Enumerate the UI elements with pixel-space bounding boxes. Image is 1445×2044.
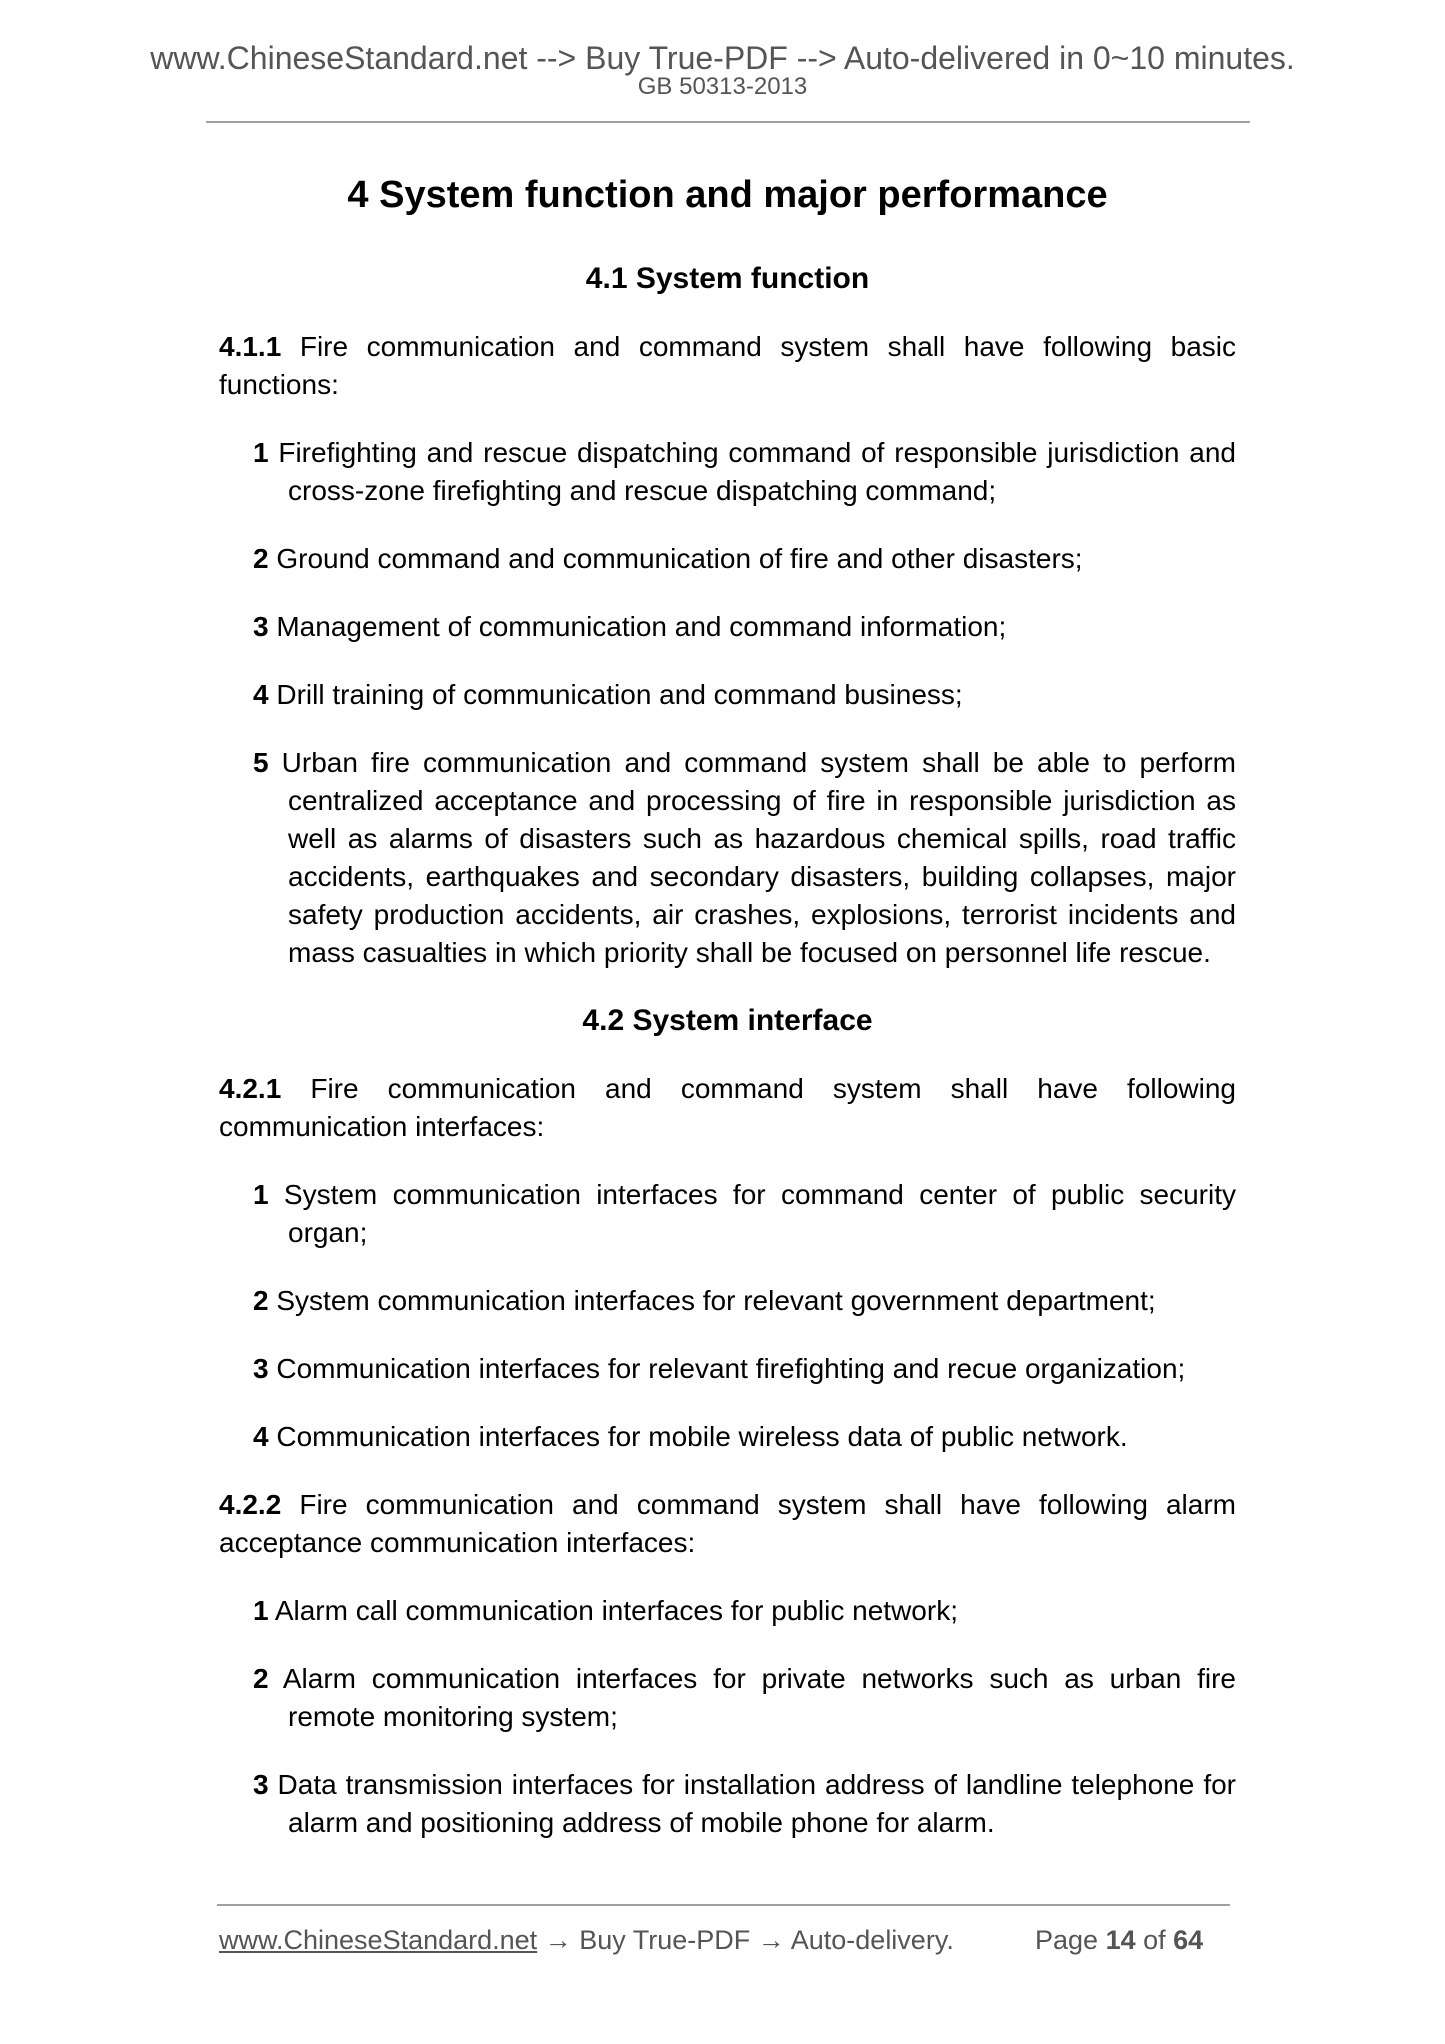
header-divider bbox=[206, 121, 1250, 123]
list-item: 5 Urban fire communication and command system shall be able to perform centralized acceptance and processing of fire in responsible jurisdiction as well as alarms of disasters such as hazardous chemical spills, road traffic accidents, earthquakes and secondary disasters, building collapses, major safety production accidents, air crashes, explosions, terrorist incidents and mass casualties in which priority shall be focused on personnel life rescue. bbox=[253, 747, 1236, 968]
list-item: 2 Ground command and communication of fire and other disasters; bbox=[253, 543, 1083, 574]
section-heading-4-2: 4.2 System interface bbox=[582, 1004, 873, 1037]
chapter-title: 4 System function and major performance bbox=[347, 174, 1108, 216]
section-heading-4-1: 4.1 System function bbox=[585, 262, 870, 295]
list-item: 3 Management of communication and command information; bbox=[253, 611, 1007, 642]
header-banner: www.ChineseStandard.net --> Buy True-PDF --> Auto-delivered in 0~10 minutes. bbox=[150, 40, 1295, 76]
list-item: 1 Alarm call communication interfaces for public network; bbox=[253, 1595, 958, 1626]
footer-link[interactable]: www.ChineseStandard.net bbox=[219, 1925, 538, 1955]
list-item: 1 System communication interfaces for command center of public security organ; bbox=[253, 1179, 1236, 1248]
list-item: 3 Data transmission interfaces for installation address of landline telephone for alarm and positioning address of mobile phone for alarm. bbox=[253, 1769, 1236, 1838]
footer-divider bbox=[217, 1904, 1230, 1906]
page-number: Page 14 of 64 bbox=[1035, 1925, 1204, 1955]
clause-4-2-1: 4.2.1 Fire communication and command system shall have following communication interfaces: bbox=[219, 1073, 1236, 1142]
clause-4-2-2: 4.2.2 Fire communication and command system shall have following alarm acceptance communication interfaces: bbox=[219, 1489, 1236, 1558]
list-item: 2 System communication interfaces for relevant government department; bbox=[253, 1285, 1156, 1316]
list-item: 3 Communication interfaces for relevant firefighting and recue organization; bbox=[253, 1353, 1186, 1384]
list-item: 1 Firefighting and rescue dispatching command of responsible jurisdiction and cross-zone firefighting and rescue dispatching command; bbox=[253, 437, 1236, 506]
list-item: 4 Drill training of communication and command business; bbox=[253, 679, 963, 710]
list-item: 2 Alarm communication interfaces for private networks such as urban fire remote monitoring system; bbox=[253, 1663, 1236, 1732]
clause-4-1-1: 4.1.1 Fire communication and command system shall have following basic functions: bbox=[219, 331, 1236, 400]
footer-left: www.ChineseStandard.net → Buy True-PDF → Auto-delivery. bbox=[219, 1925, 954, 1955]
doc-id: GB 50313-2013 bbox=[637, 73, 808, 100]
list-item: 4 Communication interfaces for mobile wireless data of public network. bbox=[253, 1421, 1128, 1452]
page-content bbox=[219, 172, 1236, 1842]
